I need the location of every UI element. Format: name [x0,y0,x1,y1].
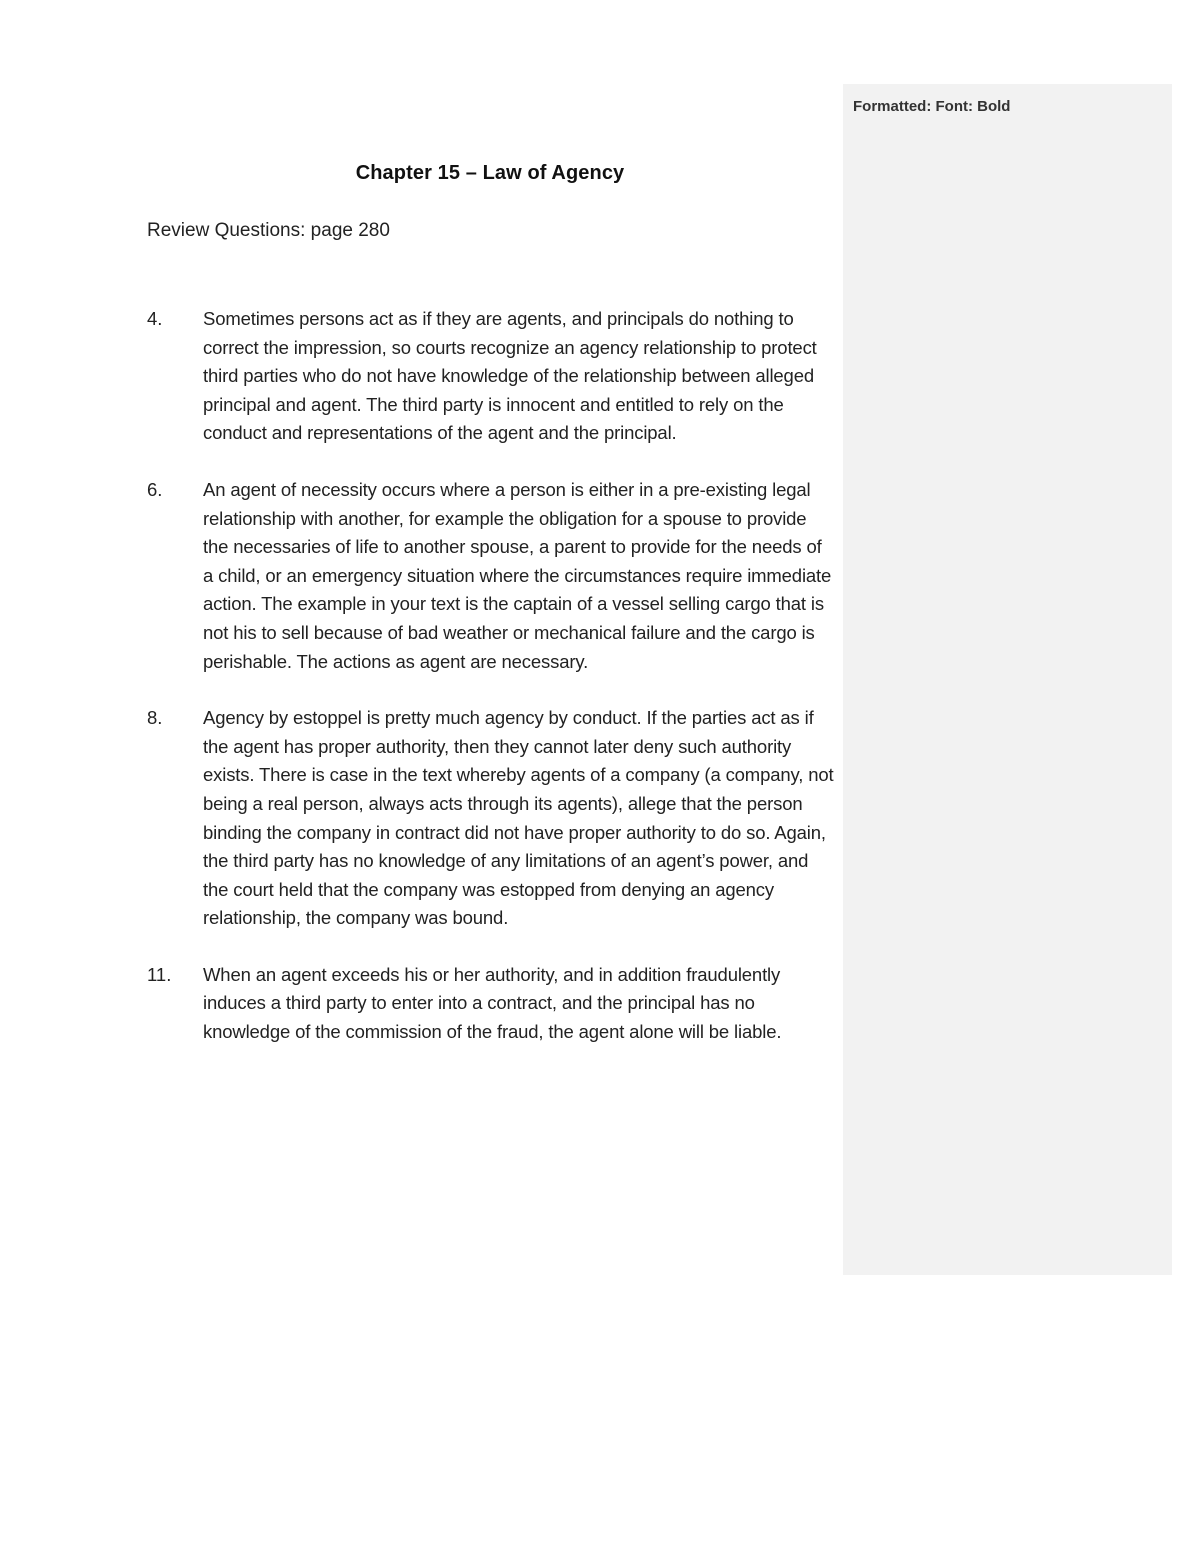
item-text: Agency by estoppel is pretty much agency by conduct. If the parties act as if the agent has proper authority, then they cannot later deny such authority exists. There is case in the text whereby agents of a company (a company, not being a real person, always acts through its agents), allege that the person binding the company in contract did not have proper authority to do so. Again, the third party has no knowledge of any limitations of an agent’s power, and the court held that the company was estopped from denying an agency relationship, the company was bound. [203,707,834,929]
document-title: Chapter 15 – Law of Agency [355,162,625,184]
item-text: Sometimes persons act as if they are agents, and principals do nothing to correct the impression, so courts recognize an agency relationship to protect third parties who do not have knowledge of the relationship between alleged principal and agent. The third party is innocent and entitled to rely on the conduct and representations of the agent and the principal. [203,308,817,444]
list-item [147,704,837,933]
comment-pane[interactable] [843,84,1172,1275]
document-subtitle: Review Questions: page 280 [147,220,390,241]
item-text: When an agent exceeds his or her authority, and in addition fraudulently induces a third party to enter into a contract, and the principal has no knowledge of the commission of the fraud, the agent alone will be liable. [203,963,782,1043]
item-number: 8. [147,707,163,729]
comment-pane-label: Formatted: Font: Bold [853,98,1011,115]
list-item [147,961,837,1047]
list-item [147,476,837,676]
item-number: 11. [147,963,172,985]
review-answers-list [147,305,837,1075]
item-number: 4. [147,308,163,329]
list-item [147,305,837,448]
item-text: An agent of necessity occurs where a person is either in a pre-existing legal relationship with another, for example the obligation for a spouse to provide the necessaries of life to another spouse, a parent to provide for the needs of a child, or an emergency situation where the circumstances require immediate action. The example in your text is the captain of a vessel selling cargo that is not his to sell because of bad weather or mechanical failure and the cargo is perishable. The actions as agent are necessary. [203,478,832,672]
item-number: 6. [147,478,163,500]
